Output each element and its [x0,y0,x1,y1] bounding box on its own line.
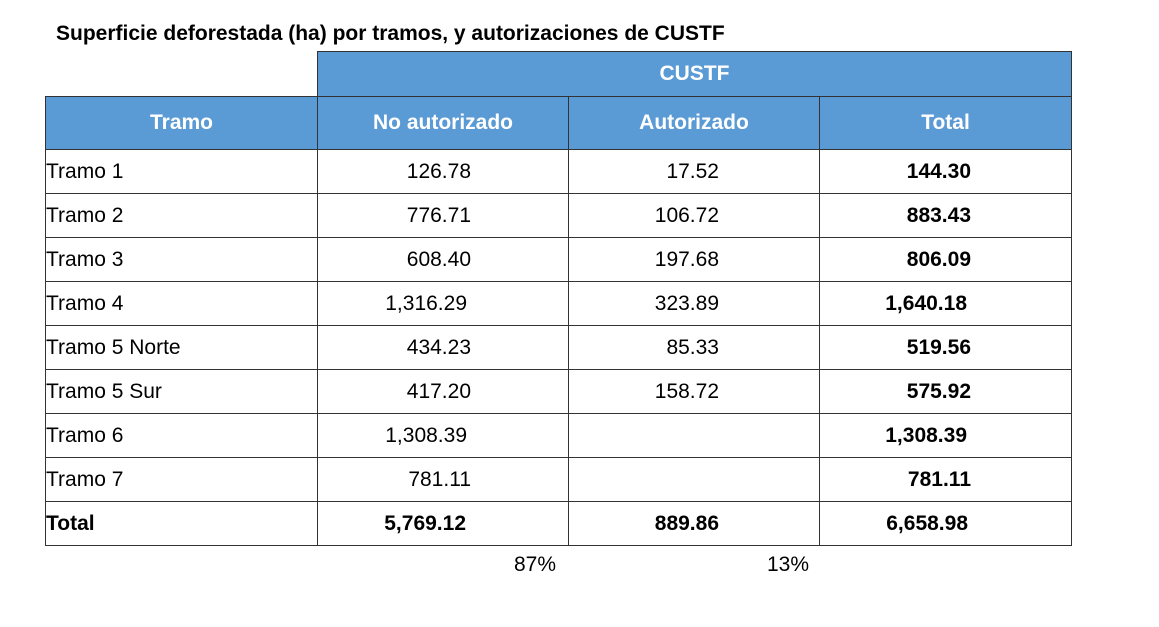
value-autorizado: 197.68 [654,247,719,271]
totals-no-autorizado: 5,769.12 [384,511,466,535]
table-title: Superficie deforestada (ha) por tramos, y autorizaciones de CUSTF [56,22,725,45]
cell-total [820,150,1072,194]
column-header-autorizado: Autorizado [569,97,820,150]
cell-no-autorizado [318,414,569,458]
totals-autorizado-cell [569,502,820,546]
totals-row [46,502,1072,546]
cell-no-autorizado [318,458,569,502]
totals-label: Total [46,502,318,546]
cell-total [820,238,1072,282]
percentage-autorizado: 13% [767,553,810,576]
blank-corner-cell [46,52,318,97]
cell-no-autorizado [318,150,569,194]
value-no-autorizado: 126.78 [406,159,471,183]
value-total: 781.11 [907,467,971,491]
deforestation-table [45,51,1072,546]
cell-autorizado [569,150,820,194]
cell-total [820,326,1072,370]
custf-group-header: CUSTF [318,52,1072,97]
table-row [46,282,1072,326]
value-autorizado: 106.72 [654,203,719,227]
table-row [46,458,1072,502]
value-no-autorizado: 434.23 [406,335,471,359]
column-header-row [46,97,1072,150]
cell-autorizado [569,370,820,414]
row-label: Tramo 6 [46,414,318,458]
cell-autorizado [569,238,820,282]
value-total: 883.43 [906,203,971,227]
value-autorizado: 158.72 [654,379,719,403]
value-no-autorizado: 1,308.39 [385,423,467,447]
value-total: 1,308.39 [885,423,967,447]
table-row [46,326,1072,370]
row-label: Tramo 5 Norte [46,326,318,370]
value-no-autorizado: 608.40 [406,247,471,271]
group-header-row [46,52,1072,97]
totals-no-autorizado-cell [318,502,569,546]
cell-no-autorizado [318,370,569,414]
row-label: Tramo 5 Sur [46,370,318,414]
table-row [46,194,1072,238]
value-total: 144.30 [906,159,971,183]
value-autorizado: 85.33 [666,335,719,359]
percentage-no-autorizado: 87% [514,553,557,576]
cell-total [820,194,1072,238]
row-label: Tramo 2 [46,194,318,238]
value-no-autorizado: 776.71 [406,203,471,227]
column-header-total: Total [820,97,1072,150]
row-label: Tramo 1 [46,150,318,194]
cell-autorizado [569,194,820,238]
row-label: Tramo 7 [46,458,318,502]
cell-total [820,458,1072,502]
cell-no-autorizado [318,326,569,370]
table-row [46,370,1072,414]
value-no-autorizado: 781.11 [408,467,471,491]
totals-total: 6,658.98 [886,511,968,535]
table-row [46,238,1072,282]
cell-autorizado [569,414,820,458]
cell-no-autorizado [318,238,569,282]
value-total: 519.56 [906,335,971,359]
table-row [46,414,1072,458]
table-body [46,150,1072,502]
value-autorizado: 17.52 [666,159,719,183]
table-row [46,150,1072,194]
cell-total [820,282,1072,326]
cell-no-autorizado [318,282,569,326]
totals-total-cell [820,502,1072,546]
cell-total [820,414,1072,458]
cell-autorizado [569,458,820,502]
row-label: Tramo 4 [46,282,318,326]
value-total: 1,640.18 [885,291,967,315]
value-total: 806.09 [906,247,971,271]
cell-autorizado [569,282,820,326]
column-header-no-autorizado: No autorizado [318,97,569,150]
value-total: 575.92 [906,379,971,403]
value-autorizado: 323.89 [654,291,719,315]
value-no-autorizado: 417.20 [406,379,471,403]
row-label: Tramo 3 [46,238,318,282]
column-header-tramo: Tramo [46,97,318,150]
totals-autorizado: 889.86 [654,511,719,535]
cell-autorizado [569,326,820,370]
cell-no-autorizado [318,194,569,238]
cell-total [820,370,1072,414]
value-no-autorizado: 1,316.29 [385,291,467,315]
